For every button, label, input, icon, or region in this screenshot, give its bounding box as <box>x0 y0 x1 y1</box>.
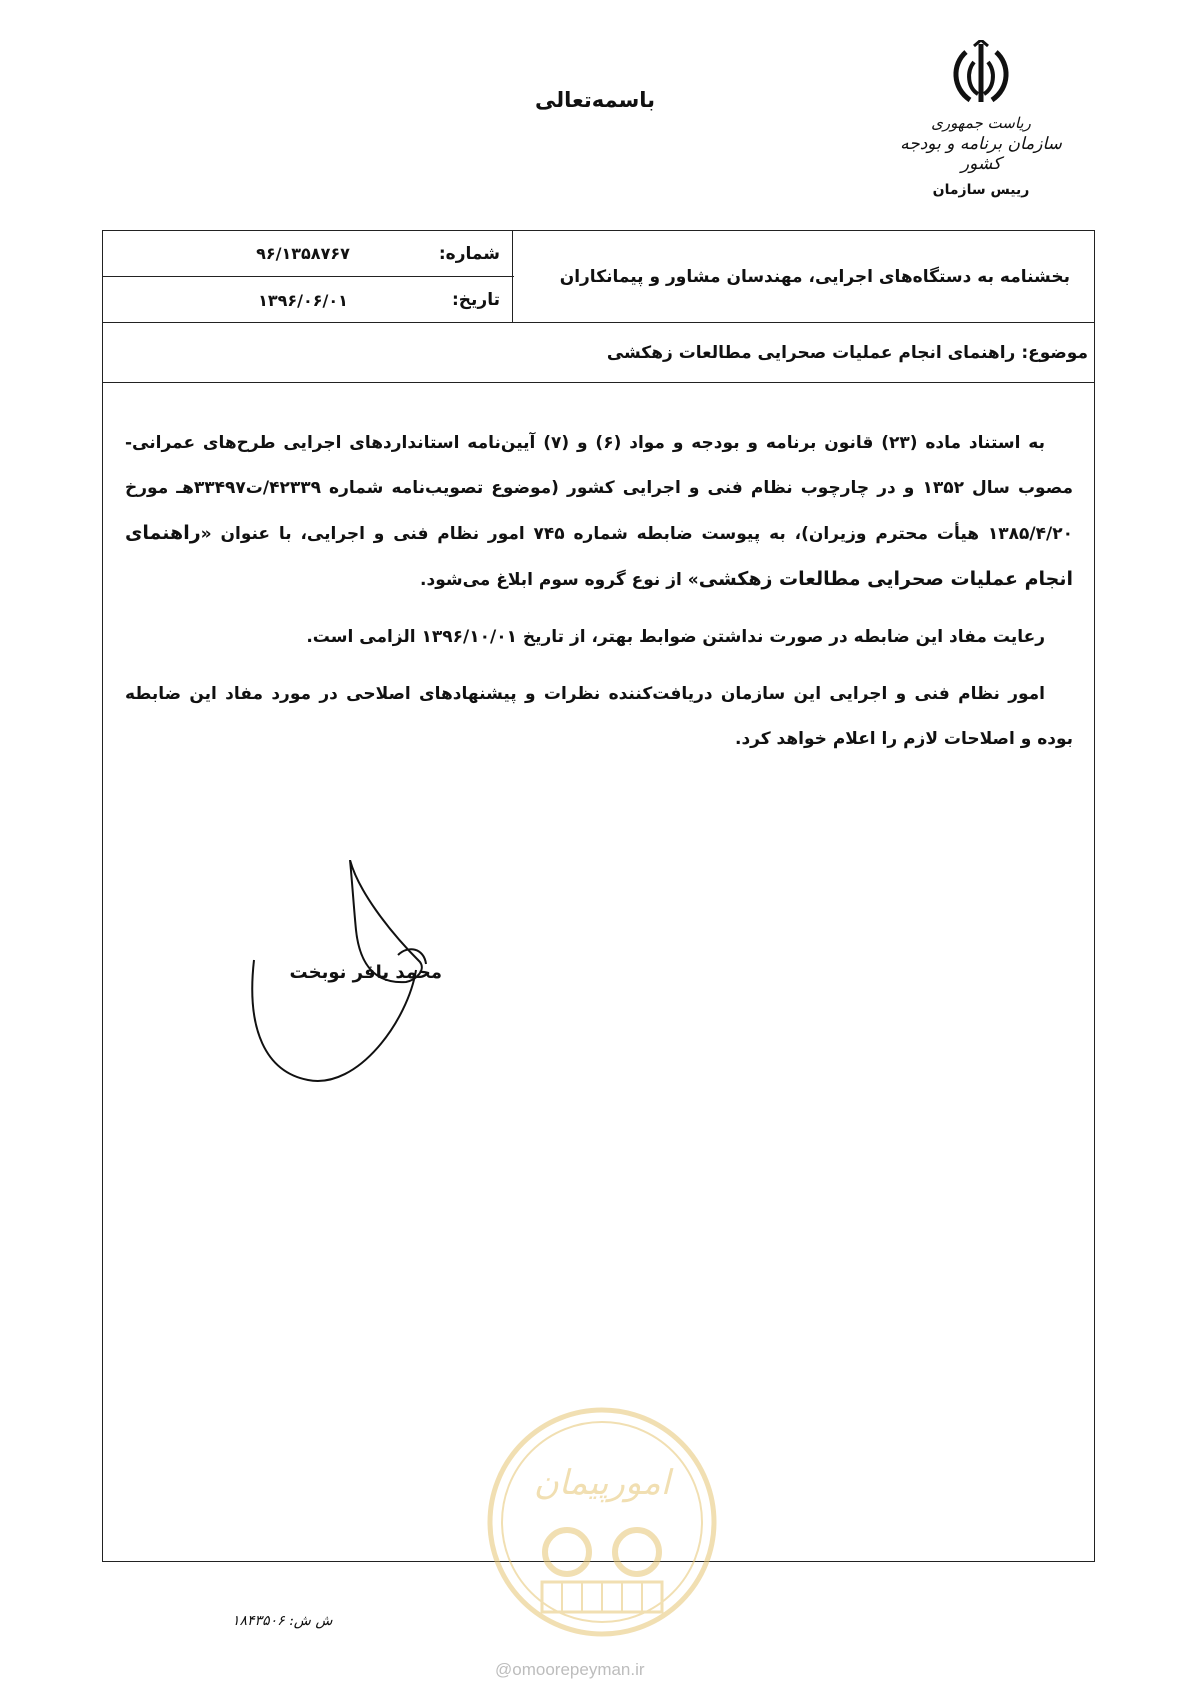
meta-row <box>103 231 1094 323</box>
subject-row <box>103 323 1094 383</box>
circular-recipient <box>512 231 1094 322</box>
paragraph-1-end: » از نوع گروه سوم ابلاغ می‌شود. <box>420 570 699 590</box>
subject-value: راهنمای انجام عملیات صحرایی مطالعات زهکشی <box>606 342 1016 363</box>
paragraph-3: امور نظام فنی و اجرایی این سازمان دریافت‌کننده نظرات و پیشنهادهای اصلاحی در مورد مفاد این ضابطه بوده و اصلاحات لازم را اعلام خواهد کرد. <box>125 684 1073 749</box>
paragraph-1 <box>125 421 1073 603</box>
subject-label: موضوع: <box>1021 342 1088 363</box>
footer-site-text: omoorepeyman.ir <box>512 1660 645 1679</box>
emblem-line-head: رییس سازمان <box>932 182 1030 198</box>
number-value: ۹۶/۱۳۵۸۷۶۷ <box>256 244 350 263</box>
emblem-line-organization: سازمان برنامه و بودجه کشور <box>900 134 1062 174</box>
signer-name: محمد باقر نوبخت <box>289 962 442 983</box>
number-row <box>103 231 514 277</box>
paragraph-1-intro: به استناد ماده (۲۳) قانون برنامه و بودجه و مواد (۶) و (۷) آیین‌نامه استانداردهای اجرایی طرح‌های عمرانی- مصوب سال ۱۳۵۲ و در چارچوب نظام فنی و اجرایی کشور (موضوع تصویب‌نامه شماره ۴۲۳۳۹/ت۳۳۴۹۷هـ مورخ ۱۳۸۵/۴/۲۰ هیأت محترم وزیران)، به پیوست ضابطه شماره ۷۴۵ امور نظام فنی و اجرایی، با عنوان « <box>125 433 1073 544</box>
paragraph-2: رعایت مفاد این ضابطه در صورت نداشتن ضوابط بهتر، از تاریخ ۱۳۹۶/۱۰/۰۱ الزامی است. <box>306 627 1045 647</box>
guide-title: راهنمای انجام عملیات صحرایی مطالعات زهکشی <box>125 522 1073 590</box>
number-label: شماره: <box>438 243 500 264</box>
omoorepeyman-watermark-logo <box>482 1402 722 1642</box>
at-icon: @ <box>495 1660 513 1679</box>
emblem-block <box>896 40 1066 220</box>
date-row <box>103 277 514 323</box>
emblem-line-presidency: ریاست جمهوری <box>931 114 1031 132</box>
letter-body <box>125 421 1073 774</box>
iran-emblem-icon <box>946 40 1016 108</box>
reference-cell <box>103 231 514 322</box>
page-heading: باسمه‌تعالی <box>535 88 655 112</box>
footer-code: ش ش: ۱۸۴۳۵۰۶ <box>232 1613 333 1629</box>
footer-site-watermark <box>495 1660 645 1680</box>
watermark-logo-text: امورپیمان <box>533 1463 671 1503</box>
date-label: تاریخ: <box>452 290 500 310</box>
circular-recipient-text: بخشنامه به دستگاه‌های اجرایی، مهندسان مشاور و پیمانکاران <box>559 266 1070 287</box>
date-value: ۱۳۹۶/۰۶/۰۱ <box>258 290 348 310</box>
